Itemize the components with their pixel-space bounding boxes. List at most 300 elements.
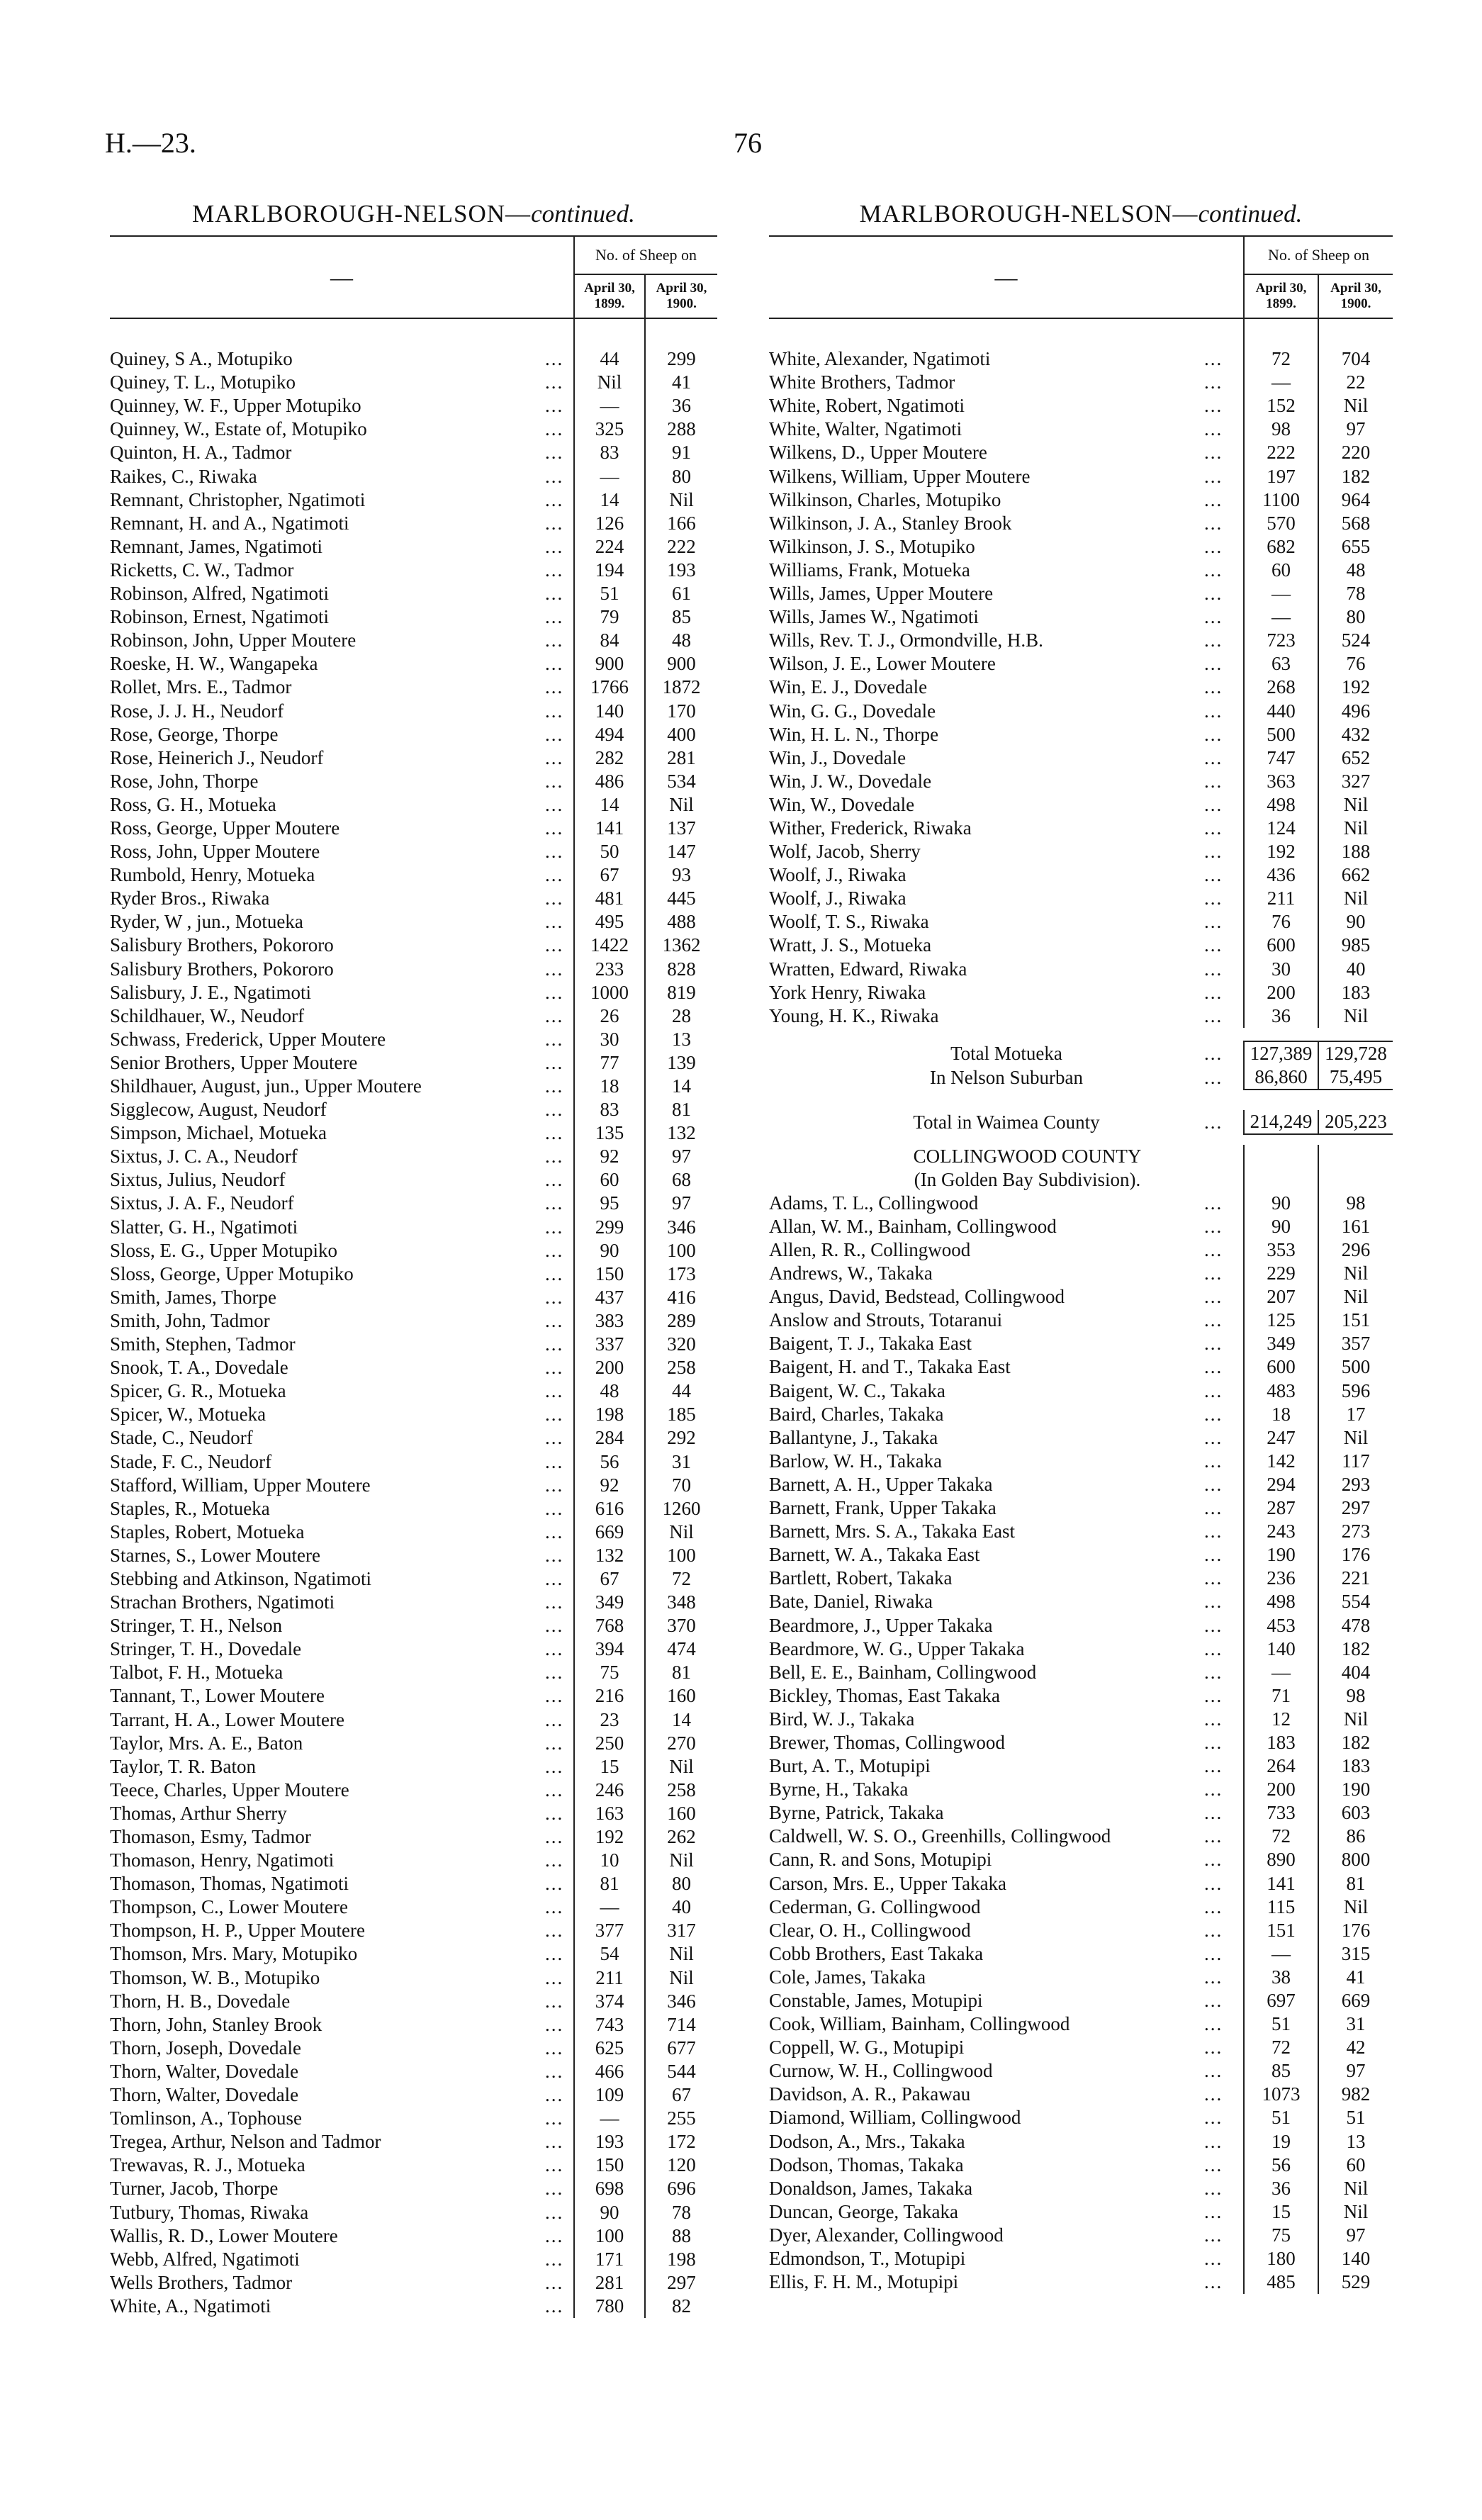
sheep-1900: 297 [1318,1496,1393,1520]
sheep-1900: 255 [645,2107,717,2130]
dot-leader: ... [1204,2083,1223,2105]
sheep-1899: 56 [574,1450,645,1473]
sheep-1900: 185 [645,1403,717,1426]
sheep-1900: 183 [1318,981,1393,1004]
dot-leader: ... [545,1708,564,1730]
sheep-1899: 150 [574,2154,645,2177]
owner-name: Barnett, A. H., Upper Takaka [769,1473,993,1495]
sheep-1900: 100 [645,1544,717,1567]
table-row [110,1051,717,1075]
owner-name: Barnett, Frank, Upper Takaka [769,1497,997,1519]
table-row [769,1426,1393,1450]
table-row [110,1121,717,1145]
sheep-1899: 19 [1244,2129,1318,2153]
dot-leader: ... [1204,559,1223,581]
sheep-1900: 97 [1318,418,1393,441]
sheep-1899: 481 [574,887,645,910]
owner-name: Shildhauer, August, jun., Upper Moutere [110,1075,422,1097]
dot-leader: ... [545,488,564,510]
total-waimea-row [769,1110,1393,1134]
dot-leader: ... [1204,1779,1223,1801]
table-row [769,1637,1393,1661]
sheep-1900: 474 [645,1637,717,1661]
owner-name: Stade, F. C., Neudorf [110,1450,272,1472]
table-row [110,1591,717,1614]
table-row [769,887,1393,910]
table-row [769,1543,1393,1567]
left-rows [110,347,717,2318]
sheep-1900: 534 [645,770,717,793]
table-row [769,1989,1393,2012]
sheep-1899: 890 [1244,1848,1318,1871]
sheep-1900: 17 [1318,1403,1393,1426]
sheep-1899: 485 [1244,2270,1318,2294]
sheep-1899: 77 [574,1051,645,1075]
table-row [110,1779,717,1802]
owner-name: Ryder, W , jun., Motueka [110,911,303,933]
dot-leader: ... [545,1638,564,1660]
dot-leader: ... [545,2084,564,2106]
sheep-1900: 67 [645,2083,717,2107]
sheep-1900: 97 [1318,2224,1393,2247]
owner-name: Williams, Frank, Motueka [769,559,970,581]
table-row [110,863,717,887]
sheep-1899: 132 [574,1544,645,1567]
dot-leader: ... [1204,2271,1223,2293]
sheep-1900: 51 [1318,2106,1393,2129]
sheep-1900: Nil [645,1942,717,1966]
sheep-1899: 211 [1244,887,1318,910]
table-row [110,371,717,394]
dot-leader: ... [1204,770,1223,792]
sheep-1900: 86 [1318,1825,1393,1848]
sheep-1900: 13 [1318,2129,1393,2153]
total-motueka-row [769,1041,1393,1065]
dot-leader: ... [1204,1661,1223,1683]
dot-leader: ... [545,2037,564,2059]
total-waimea-label: Total in Waimea County [913,1111,1100,1133]
sheep-1899: 180 [1244,2247,1318,2270]
table-row [769,2154,1393,2177]
owner-name: Bell, E. E., Bainham, Collingwood [769,1661,1037,1683]
sheep-1899: 51 [1244,2106,1318,2129]
collingwood-county-heading: COLLINGWOOD COUNTY [913,1145,1142,1167]
owner-name: Robinson, Ernest, Ngatimoti [110,606,329,628]
owner-name: Wratt, J. S., Motueka [769,934,932,956]
owner-name: Simpson, Michael, Motueka [110,1122,327,1144]
sheep-1899: 60 [574,1168,645,1192]
sheep-1900: 1872 [645,676,717,699]
sheep-1900: 176 [1318,1543,1393,1567]
table-row [769,746,1393,770]
dot-leader: ... [545,2248,564,2270]
sheep-1900: 190 [1318,1778,1393,1801]
owner-name: Bickley, Thomas, East Takaka [769,1684,1001,1706]
sheep-1900: Nil [1318,1426,1393,1450]
sheep-1900: 28 [645,1004,717,1028]
sheep-1899: — [574,394,645,418]
sheep-1900: 78 [645,2200,717,2224]
owner-name: Starnes, S., Lower Moutere [110,1544,320,1566]
right-sheep-header: No. of Sheep on [1244,236,1393,274]
dot-leader: ... [545,1615,564,1637]
sheep-1899: 109 [574,2083,645,2107]
table-row [769,2177,1393,2200]
sheep-1900: 270 [645,1732,717,1755]
dot-leader: ... [545,1802,564,1824]
sheep-1899: 349 [1244,1332,1318,1355]
sheep-1900: 357 [1318,1332,1393,1355]
dot-leader: ... [1204,1379,1223,1401]
sheep-1899: 18 [574,1075,645,1098]
dot-leader: ... [545,981,564,1003]
sheep-1899: 140 [574,699,645,722]
sheep-1900: 72 [645,1567,717,1591]
sheep-1900: 289 [645,1309,717,1333]
owner-name: Tarrant, H. A., Lower Moutere [110,1708,345,1730]
sheep-1899: 36 [1244,1004,1318,1028]
sheep-1900: 655 [1318,535,1393,559]
owner-name: Baigent, T. J., Takaka East [769,1333,972,1355]
dot-leader: ... [1204,606,1223,628]
table-row [769,418,1393,441]
owner-name: Wilkens, William, Upper Moutere [769,465,1031,487]
dot-leader: ... [1204,2154,1223,2175]
owner-name: Salisbury Brothers, Pokororo [110,958,334,980]
dot-leader: ... [1204,1473,1223,1495]
table-row [769,1778,1393,1801]
dot-leader: ... [1204,395,1223,417]
table-row [110,1919,717,1942]
sheep-1899: 236 [1244,1567,1318,1590]
owner-name: Thorn, Walter, Dovedale [110,2084,299,2106]
table-row [110,699,717,722]
owner-name: Clear, O. H., Collingwood [769,1919,971,1941]
sheep-1899: 198 [574,1403,645,1426]
table-row [769,1613,1393,1637]
sheep-1900: 132 [645,1121,717,1145]
table-row [769,535,1393,559]
owner-name: Win, E. J., Dovedale [769,676,928,698]
sheep-1899: 616 [574,1497,645,1521]
table-row [110,394,717,418]
owner-name: Barnett, Mrs. S. A., Takaka East [769,1521,1016,1542]
owner-name: Constable, James, Motupipi [769,1990,983,2011]
table-row [769,2129,1393,2153]
table-row [769,2200,1393,2224]
table-row [110,512,717,535]
sheep-1899: 26 [574,1004,645,1028]
dot-leader: ... [1204,465,1223,487]
dot-leader: ... [1204,1966,1223,1988]
owner-name: Diamond, William, Collingwood [769,2107,1021,2129]
owner-name: Woolf, J., Riwaka [769,887,906,909]
sheep-1900: 478 [1318,1613,1393,1637]
sheep-1899: 76 [1244,910,1318,934]
sheep-1900: 80 [645,1872,717,1895]
owner-name: Allan, W. M., Bainham, Collingwood [769,1215,1057,1237]
sheep-1899: 18 [1244,1403,1318,1426]
sheep-1900: 98 [1318,1192,1393,1215]
sheep-1899: 151 [1244,1919,1318,1942]
sheep-1899: — [1244,1942,1318,1966]
table-row [769,1731,1393,1754]
sheep-1900: 140 [1318,2247,1393,2270]
total-motueka-1899: 127,389 [1244,1041,1318,1065]
owner-name: Tomlinson, A., Tophouse [110,2107,302,2129]
sheep-1900: 346 [645,1990,717,2013]
sheep-1900: 652 [1318,746,1393,770]
owner-name: Salisbury, J. E., Ngatimoti [110,981,311,1003]
sheep-1899: 95 [574,1192,645,1215]
sheep-1900: 88 [645,2224,717,2248]
sheep-1899: 23 [574,1708,645,1731]
sheep-1900: 44 [645,1379,717,1403]
dot-leader: ... [545,1450,564,1472]
sheep-1900: 14 [645,1708,717,1731]
sheep-1899: 394 [574,1637,645,1661]
dot-leader: ... [545,1732,564,1754]
sheep-1900: Nil [645,1966,717,1989]
left-sheep-header: No. of Sheep on [574,236,717,274]
sheep-1900: 662 [1318,863,1393,887]
table-row [769,2012,1393,2036]
owner-name: Brewer, Thomas, Collingwood [769,1731,1005,1753]
sheep-1899: — [1244,605,1318,629]
sheep-1900: 120 [645,2154,717,2177]
sheep-1899: 194 [574,559,645,582]
dot-leader: ... [545,1286,564,1308]
table-row [110,1168,717,1192]
dot-leader: ... [1204,1262,1223,1284]
owner-name: Remnant, Christopher, Ngatimoti [110,488,366,510]
dot-leader: ... [545,1896,564,1918]
sheep-1899: 570 [1244,512,1318,535]
sheep-1899: 436 [1244,863,1318,887]
sheep-1900: 90 [1318,910,1393,934]
table-row [769,1004,1393,1028]
owner-name: Ross, George, Upper Moutere [110,817,340,839]
sheep-1899: 15 [1244,2200,1318,2224]
table-row [769,910,1393,934]
sheep-1900: Nil [1318,793,1393,817]
sheep-1899: 67 [574,1567,645,1591]
sheep-1899: 287 [1244,1496,1318,1520]
table-row [110,1239,717,1262]
sheep-1900: 281 [645,746,717,770]
dot-leader: ... [545,1309,564,1331]
owner-name: Carson, Mrs. E., Upper Takaka [769,1872,1007,1894]
table-row [110,770,717,793]
dot-leader: ... [1204,2037,1223,2059]
dot-leader: ... [545,793,564,815]
sheep-1899: 84 [574,629,645,652]
owner-name: Woolf, T. S., Riwaka [769,911,929,933]
sheep-1899: — [1244,582,1318,605]
sheep-1900: 220 [1318,441,1393,464]
sheep-1900: 603 [1318,1801,1393,1825]
sheep-1900: 400 [645,723,717,746]
owner-name: Edmondson, T., Motupipi [769,2248,966,2270]
sheep-1899: 325 [574,418,645,441]
owner-name: Slatter, G. H., Ngatimoti [110,1216,298,1238]
owner-name: Baigent, H. and T., Takaka East [769,1356,1011,1378]
dot-leader: ... [545,1849,564,1871]
owner-name: White Brothers, Tadmor [769,371,955,393]
dot-leader: ... [1204,911,1223,933]
left-column-title [110,200,717,235]
sheep-1900: 173 [645,1262,717,1286]
sheep-1900: 404 [1318,1661,1393,1684]
dot-leader: ... [545,864,564,886]
table-row [110,2130,717,2154]
owner-name: Wills, James W., Ngatimoti [769,606,979,628]
owner-name: Cann, R. and Sons, Motupipi [769,1849,992,1871]
sheep-1899: — [574,464,645,488]
table-row [110,1450,717,1473]
sheep-1900: 183 [1318,1754,1393,1778]
dot-leader: ... [545,746,564,768]
sheep-1900: Nil [1318,1004,1393,1028]
sheep-1900: 292 [645,1426,717,1450]
table-row [769,981,1393,1004]
sheep-1899: 768 [574,1614,645,1637]
sheep-1900: 147 [645,840,717,863]
sheep-1899: 1766 [574,676,645,699]
table-row [769,2106,1393,2129]
sheep-1899: 353 [1244,1238,1318,1262]
dot-leader: ... [545,770,564,792]
dot-leader: ... [545,2178,564,2200]
table-row [110,1004,717,1028]
sheep-1899: 72 [1244,347,1318,371]
sheep-1900: 82 [645,2295,717,2318]
dot-leader: ... [1204,793,1223,815]
table-row [110,1825,717,1849]
table-row [769,1355,1393,1379]
dot-leader: ... [545,1521,564,1542]
sheep-1900: 320 [645,1333,717,1356]
table-row [110,1192,717,1215]
sheep-1900: 81 [1318,1871,1393,1895]
sheep-1900: 982 [1318,2083,1393,2106]
dot-leader: ... [545,371,564,393]
table-row [769,1450,1393,1473]
owner-name: Taylor, T. R. Baton [110,1755,257,1777]
dot-leader: ... [545,1028,564,1050]
sheep-1899: 51 [574,582,645,605]
owner-name: Win, J., Dovedale [769,746,906,768]
table-row [769,559,1393,582]
owner-name: Thorn, Walter, Dovedale [110,2060,299,2082]
sheep-1899: 10 [574,1849,645,1872]
sheep-1899: 192 [574,1825,645,1849]
sheep-1899: 75 [1244,2224,1318,2247]
sheep-1899: 51 [1244,2012,1318,2036]
sheep-1899: 90 [574,2200,645,2224]
table-row [110,2200,717,2224]
owner-name: Cook, William, Bainham, Collingwood [769,2013,1070,2035]
sheep-1900: 524 [1318,629,1393,652]
owner-name: Webb, Alfred, Ngatimoti [110,2248,300,2270]
dot-leader: ... [1204,1192,1223,1214]
sheep-1900: 529 [1318,2270,1393,2294]
sheep-1900: 137 [645,817,717,840]
sheep-1899: 38 [1244,1966,1318,1989]
owner-name: Rollet, Mrs. E., Tadmor [110,676,292,698]
owner-name: Talbot, F. H., Motueka [110,1662,284,1684]
sheep-1899: 141 [574,817,645,840]
sheep-1899: 56 [1244,2154,1318,2177]
table-row [769,1379,1393,1402]
table-row [110,793,717,817]
table-row [769,676,1393,699]
sheep-1900: 488 [645,910,717,934]
sheep-1899: 625 [574,2037,645,2060]
sheep-1900: 297 [645,2271,717,2295]
sheep-1899: 250 [574,1732,645,1755]
table-row [110,1755,717,1779]
sheep-1900: Nil [645,1521,717,1544]
sheep-1899: 142 [1244,1450,1318,1473]
sheep-1900: 172 [645,2130,717,2154]
owner-name: Dyer, Alexander, Collingwood [769,2224,1004,2246]
sheep-1899: 92 [574,1474,645,1497]
dot-leader: ... [545,2271,564,2293]
sheep-1899: 135 [574,1121,645,1145]
sheep-1899: 141 [1244,1871,1318,1895]
dot-leader: ... [545,1169,564,1191]
sheep-1899: 63 [1244,652,1318,676]
table-row [110,1708,717,1731]
table-row [110,1802,717,1825]
sheep-1899: 697 [1244,1989,1318,2012]
sheep-1900: 161 [1318,1215,1393,1238]
table-row [769,2036,1393,2059]
dot-leader: ... [545,653,564,675]
sheep-1900: 70 [645,1474,717,1497]
sheep-1899: 163 [574,1802,645,1825]
table-row [110,1849,717,1872]
sheep-1899: Nil [574,371,645,394]
sheep-1899: 72 [1244,2036,1318,2059]
sheep-1900: 273 [1318,1520,1393,1543]
table-row [769,1801,1393,1825]
sheep-1899: 363 [1244,770,1318,793]
owner-name: Stafford, William, Upper Moutere [110,1474,371,1496]
owner-name: Sloss, George, Upper Motupiko [110,1262,354,1284]
owner-name: Thompson, H. P., Upper Moutere [110,1920,365,1942]
dot-leader: ... [1204,653,1223,675]
right-column [769,200,1393,2294]
owner-name: Ross, John, Upper Moutere [110,841,320,863]
sheep-1899: 1073 [1244,2083,1318,2106]
table-row [110,1356,717,1379]
table-row [110,2295,717,2318]
dot-leader: ... [1204,1497,1223,1519]
dot-leader: ... [1204,1544,1223,1566]
dot-leader: ... [545,2201,564,2223]
table-row [110,347,717,371]
owner-name: Cederman, G. Collingwood [769,1895,981,1917]
sheep-1899: 383 [574,1309,645,1333]
sheep-1899: 50 [574,840,645,863]
owner-name: Teece, Charles, Upper Moutere [110,1779,349,1801]
dot-leader: ... [1204,1802,1223,1824]
dot-leader: ... [1204,2013,1223,2035]
table-row [110,1614,717,1637]
owner-name: Win, W., Dovedale [769,793,915,815]
